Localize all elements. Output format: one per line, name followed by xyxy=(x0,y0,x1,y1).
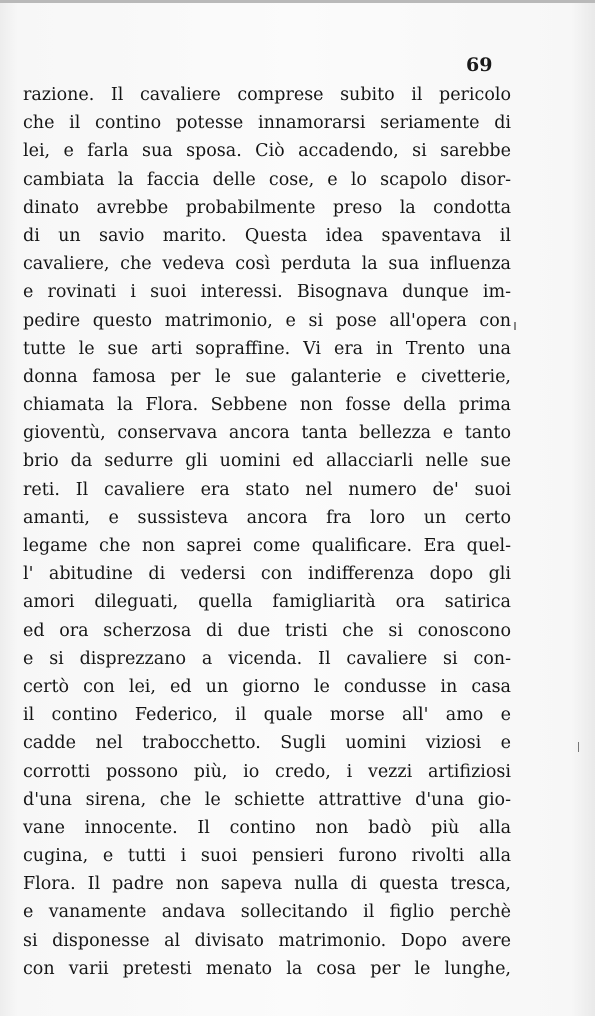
text-line: che il contino potesse innamorarsi seriamente di xyxy=(23,113,511,134)
page-top-edge xyxy=(0,0,595,3)
text-line: vane innocente. Il contino non badò più alla xyxy=(23,817,511,838)
text-line: cavaliere, che vedeva così perduta la sua influenza xyxy=(23,254,511,275)
text-line: certò con lei, ed un giorno le condusse in casa xyxy=(23,676,511,697)
body-text xyxy=(23,81,511,983)
text-line: pedire questo matrimonio, e si pose all'opera con xyxy=(23,310,511,331)
margin-speck xyxy=(514,322,516,330)
text-line: amori dileguati, quella famigliarità ora satirica xyxy=(23,592,511,613)
page-number: 69 xyxy=(466,54,493,76)
text-line: razione. Il cavaliere comprese subito il pericolo xyxy=(23,85,511,105)
text-line: corrotti possono più, io credo, i vezzi artifiziosi xyxy=(23,761,511,782)
text-line: lei, e farla sua sposa. Ciò accadendo, si sarebbe xyxy=(23,141,511,162)
text-line: il contino Federico, il quale morse all' amo e xyxy=(23,705,511,726)
text-line: reti. Il cavaliere era stato nel numero de' suoi xyxy=(23,479,511,500)
text-line: e vanamente andava sollecitando il figlio perchè xyxy=(23,902,511,923)
text-line: donna famosa per le sue galanterie e civetterie, xyxy=(23,366,511,387)
text-line: amanti, e sussisteva ancora fra loro un certo xyxy=(23,507,511,528)
text-line: Flora. Il padre non sapeva nulla di questa tresca, xyxy=(23,874,511,895)
text-line: gioventù, conservava ancora tanta bellezza e tanto xyxy=(23,423,511,444)
text-line: e si disprezzano a vicenda. Il cavaliere si con- xyxy=(23,648,511,669)
text-line: dinato avrebbe probabilmente preso la condotta xyxy=(23,197,511,218)
text-line: cadde nel trabocchetto. Sugli uomini viziosi e xyxy=(23,733,511,754)
text-line: chiamata la Flora. Sebbene non fosse della prima xyxy=(23,395,511,416)
text-line: tutte le sue arti sopraffine. Vi era in Trento una xyxy=(23,338,511,359)
text-line: l' abitudine di vedersi con indifferenza dopo gli xyxy=(23,564,511,585)
text-line: si disponesse al divisato matrimonio. Dopo avere xyxy=(23,930,511,951)
text-line: cambiata la faccia delle cose, e lo scapolo disor- xyxy=(23,169,511,190)
text-line: ed ora scherzosa di due tristi che si conoscono xyxy=(23,620,511,641)
text-line: brio da sedurre gli uomini ed allacciarli nelle sue xyxy=(23,451,511,472)
margin-speck xyxy=(578,742,579,752)
text-line: legame che non saprei come qualificare. Era quel- xyxy=(23,536,511,556)
text-line: di un savio marito. Questa idea spaventava il xyxy=(23,225,511,246)
text-line: d'una sirena, che le schiette attrattive d'una gio- xyxy=(23,789,511,810)
text-line: con varii pretesti menato la cosa per le lunghe, xyxy=(23,958,511,979)
text-line: cugina, e tutti i suoi pensieri furono rivolti alla xyxy=(23,846,511,867)
text-line: e rovinati i suoi interessi. Bisognava dunque im- xyxy=(23,282,511,303)
